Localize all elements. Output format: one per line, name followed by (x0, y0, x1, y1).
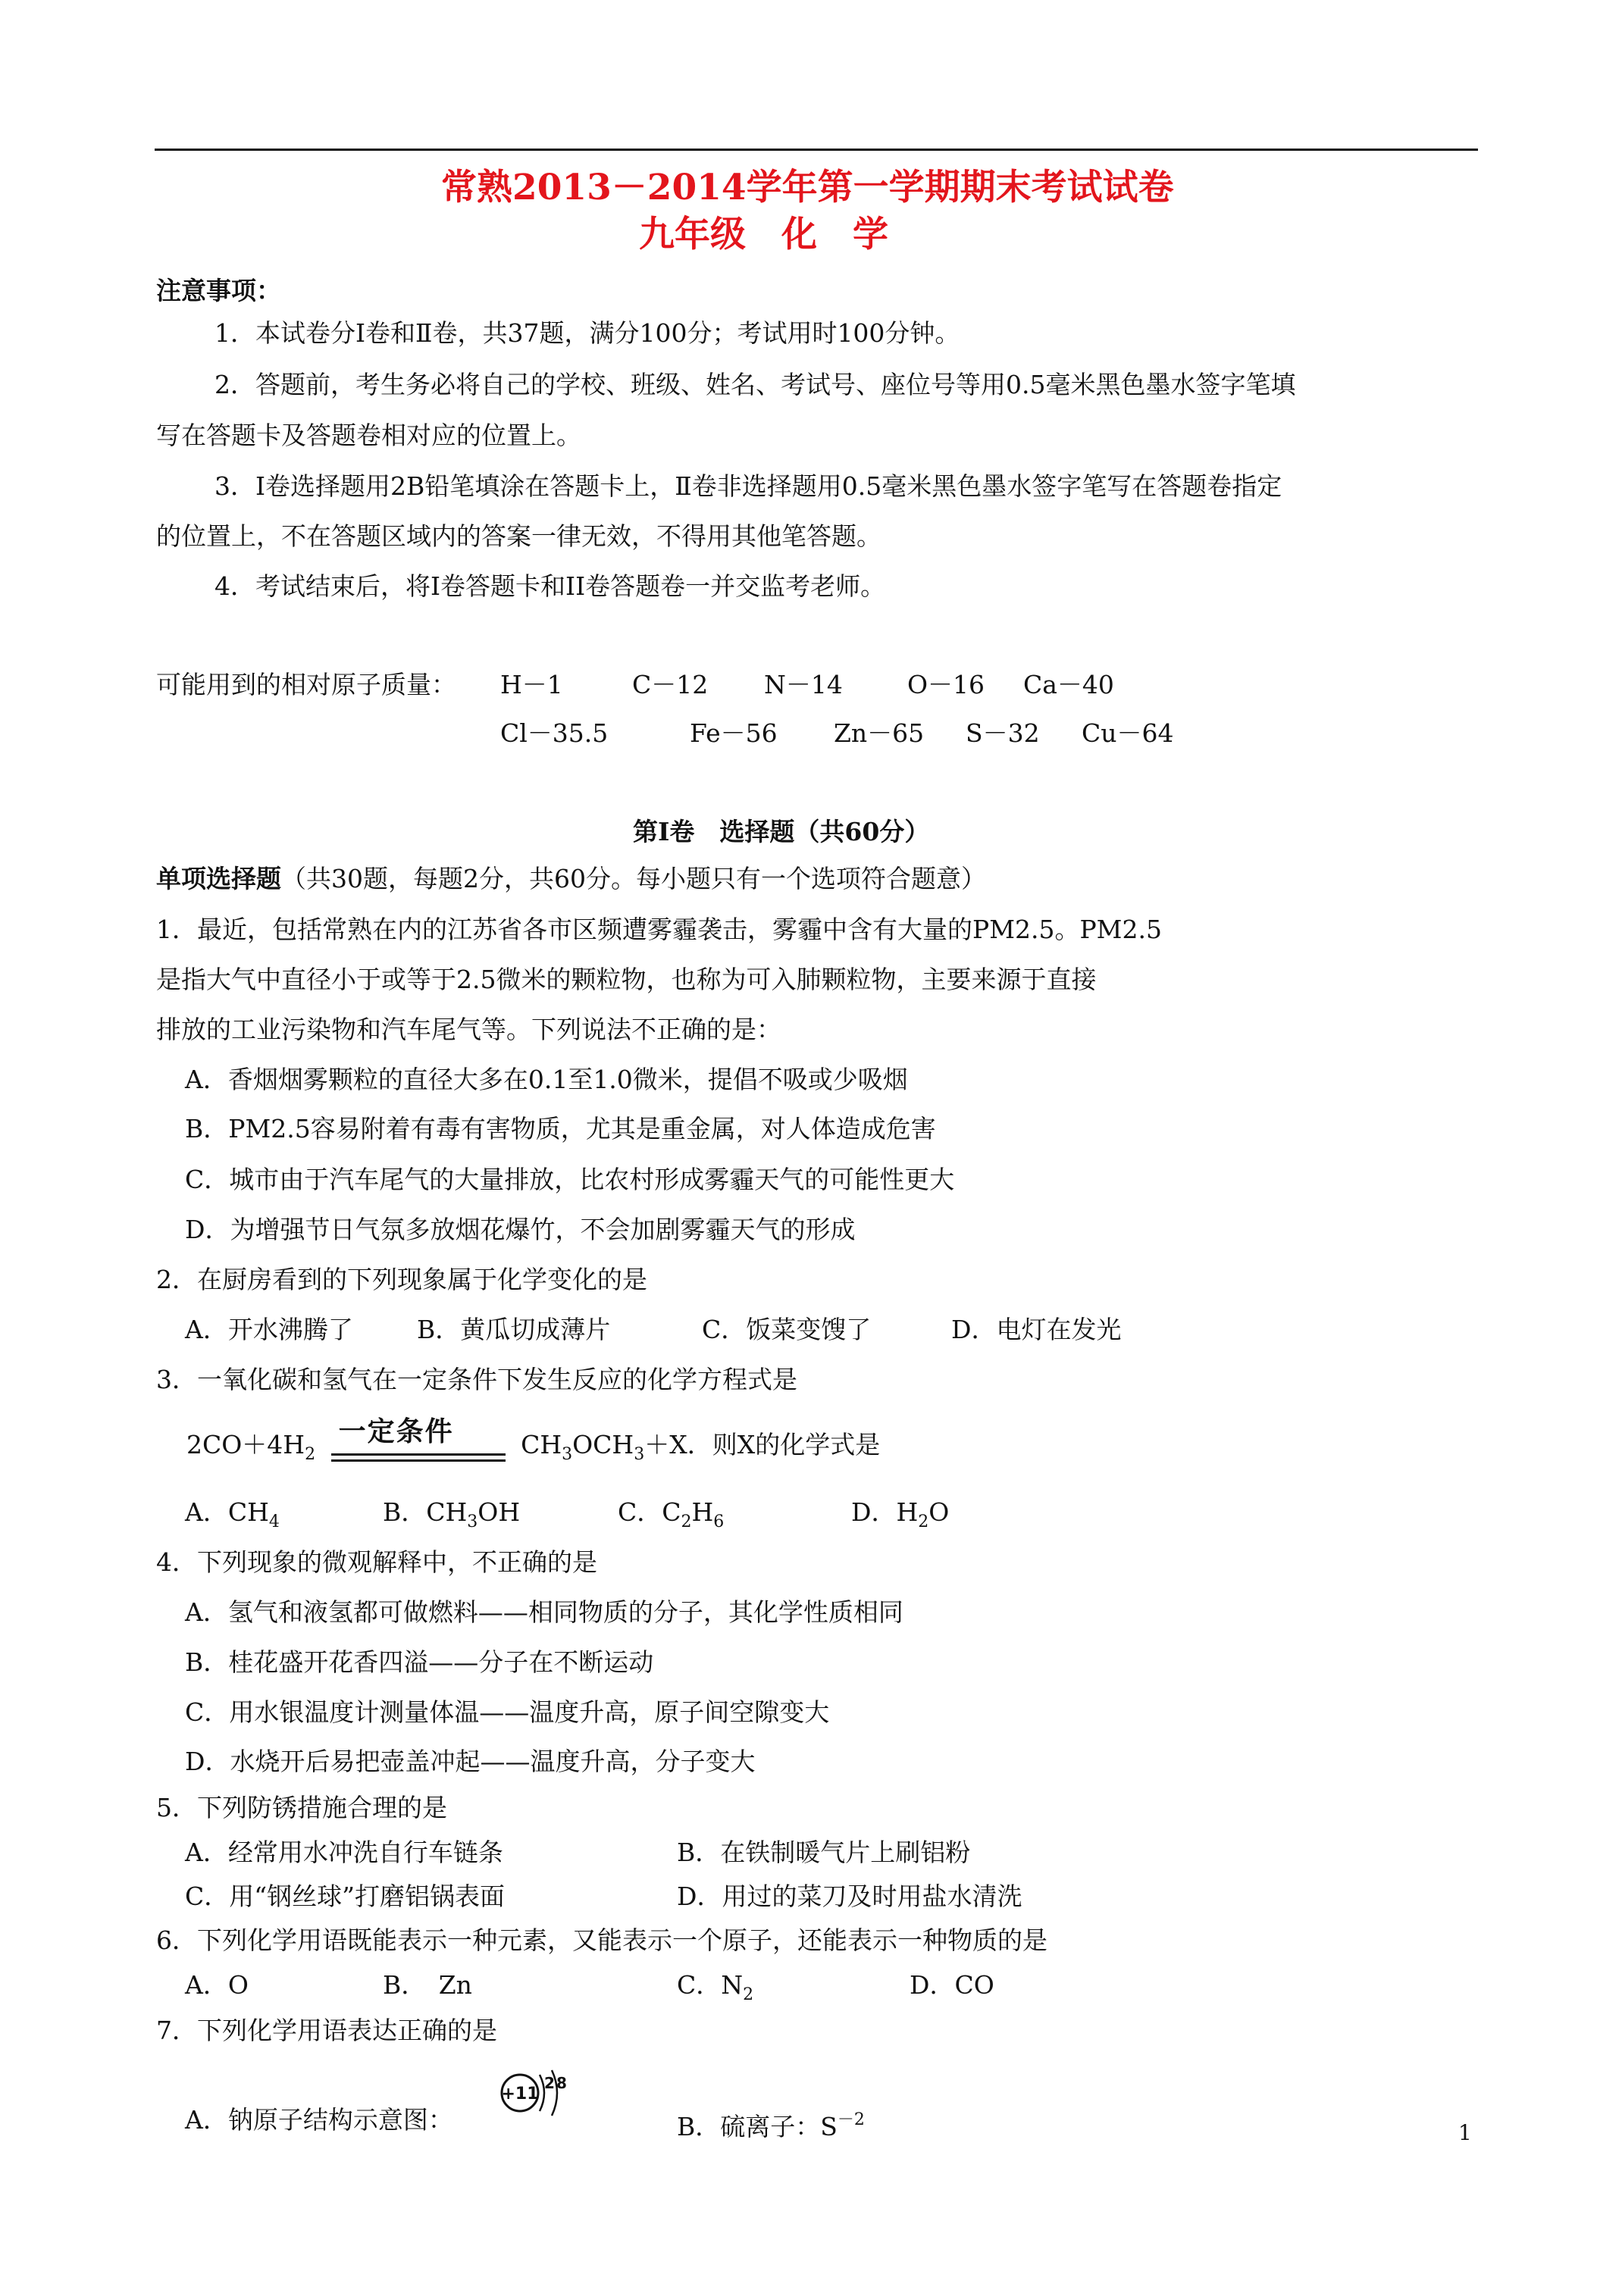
q4-stem: 4．下列现象的微观解释中，不正确的是 (156, 1547, 597, 1577)
equals-line-top (331, 1453, 506, 1456)
q7-option-b (677, 2105, 865, 2142)
page-number: 1 (1458, 2120, 1472, 2145)
eq-reactants: 2CO＋4H (186, 1430, 305, 1459)
option-sub: 6 (713, 1512, 725, 1531)
atomic-mass-zn: Zn－65 (834, 718, 925, 748)
option-sub: 2 (918, 1512, 929, 1531)
q6-option-d: D．CO (910, 1970, 994, 2000)
q5-option-b: B．在铁制暖气片上刷铝粉 (677, 1838, 971, 1867)
instruction-label: 单项选择题 (156, 864, 281, 893)
q7-stem: 7．下列化学用语表达正确的是 (156, 2016, 497, 2045)
q1-stem-line: 1．最近，包括常熟在内的江苏省各市区频遭雾霾袭击，雾霾中含有大量的PM2.5。PM2.5 (156, 915, 1162, 944)
q2-option-c: C．饭菜变馊了 (702, 1315, 872, 1344)
option-text: OH (478, 1497, 521, 1527)
option-text: C．N (677, 1970, 744, 2000)
eq-sub: 3 (634, 1445, 645, 1464)
atomic-mass-c: C－12 (632, 670, 709, 699)
q5-option-d: D．用过的菜刀及时用盐水清洗 (677, 1882, 1022, 1911)
top-rule (155, 149, 1478, 151)
q7-option-a: A．钠原子结构示意图： (185, 2105, 453, 2135)
electron-count-shell-2: 8 (556, 2074, 567, 2092)
eq-sub: 2 (305, 1445, 316, 1464)
equals-line-bottom (331, 1459, 506, 1462)
q1-option-d: D．为增强节日气氛多放烟花爆竹，不会加剧雾霾天气的形成 (185, 1215, 856, 1244)
nucleus-charge: +11 (501, 2085, 539, 2104)
q6-option-c (677, 1970, 753, 2010)
option-text: O (928, 1497, 950, 1527)
electron-count-shell-1: 2 (544, 2074, 555, 2092)
eq-product: OCH (572, 1430, 634, 1459)
instruction-text: （共30题，每题2分，共60分。每小题只有一个选项符合题意） (281, 864, 986, 893)
q3-option-c (618, 1497, 724, 1537)
q3-equation (186, 1416, 881, 1470)
q2-option-a: A．开水沸腾了 (185, 1315, 353, 1344)
q1-stem-line: 是指大气中直径小于或等于2.5微米的颗粒物，也称为可入肺颗粒物，主要来源于直接 (156, 965, 1097, 994)
q1-stem-line: 排放的工业污染物和汽车尾气等。下列说法不正确的是： (156, 1015, 781, 1044)
option-sub: 2 (681, 1512, 692, 1531)
q5-option-c: C．用“钢丝球”打磨铝锅表面 (185, 1882, 505, 1911)
exam-title: 常熟2013－2014学年第一学期期末考试试卷 (441, 167, 1174, 208)
option-text: B．硫离子：S (677, 2112, 838, 2141)
notice-item: 1．本试卷分Ⅰ卷和Ⅱ卷，共37题，满分100分；考试用时100分钟。 (214, 318, 960, 348)
q4-option-a: A．氢气和液氢都可做燃料——相同物质的分子，其化学性质相同 (185, 1597, 903, 1627)
q1-option-a: A．香烟烟雾颗粒的直径大多在0.1至1.0微米，提倡不吸或少吸烟 (185, 1065, 908, 1094)
atomic-mass-ca: Ca－40 (1023, 670, 1114, 699)
atomic-mass-n: N－14 (764, 670, 843, 699)
notice-item: 4．考试结束后，将Ⅰ卷答题卡和II卷答题卷一并交监考老师。 (214, 571, 886, 601)
sodium-atom-structure-diagram (491, 2063, 575, 2123)
notice-heading: 注意事项： (156, 276, 281, 305)
atomic-mass-h: H－1 (500, 670, 563, 699)
q5-stem: 5．下列防锈措施合理的是 (156, 1793, 447, 1822)
option-text: C．C (618, 1497, 681, 1527)
q4-option-b: B．桂花盛开花香四溢——分子在不断运动 (185, 1647, 654, 1677)
eq-question: ＋X．则X的化学式是 (644, 1430, 881, 1459)
q2-option-d: D．电灯在发光 (951, 1315, 1122, 1344)
q6-option-b: B． Zn (383, 1970, 472, 2000)
eq-product: CH (521, 1430, 562, 1459)
q1-option-b: B．PM2.5容易附着有毒有害物质，尤其是重金属，对人体造成危害 (185, 1114, 936, 1143)
notice-item: 写在答题卡及答题卷相对应的位置上。 (156, 421, 581, 450)
q3-option-d (851, 1497, 949, 1537)
notice-item: 的位置上，不在答题区域内的答案一律无效，不得用其他笔答题。 (156, 521, 881, 551)
condition-label: 一定条件 (338, 1416, 454, 1447)
q3-option-a (185, 1497, 280, 1537)
atomic-mass-label: 可能用到的相对原子质量： (156, 670, 456, 699)
q2-stem: 2．在厨房看到的下列现象属于化学变化的是 (156, 1265, 647, 1294)
atomic-mass-s: S－32 (966, 718, 1040, 748)
atomic-mass-fe: Fe－56 (690, 718, 778, 748)
option-sub: 4 (268, 1512, 280, 1531)
q1-option-c: C．城市由于汽车尾气的大量排放，比农村形成雾霾天气的可能性更大 (185, 1165, 955, 1194)
q4-option-c: C．用水银温度计测量体温——温度升高，原子间空隙变大 (185, 1697, 830, 1727)
eq-sub: 3 (562, 1445, 573, 1464)
section-title: 第Ⅰ卷 选择题（共60分） (633, 817, 930, 846)
option-sub: 2 (743, 1985, 754, 2004)
q6-stem: 6．下列化学用语既能表示一种元素，又能表示一个原子，还能表示一种物质的是 (156, 1925, 1047, 1955)
atomic-mass-cl: Cl－35.5 (500, 718, 609, 748)
q3-option-b (383, 1497, 520, 1537)
q5-option-a: A．经常用水冲洗自行车链条 (185, 1838, 503, 1867)
q2-option-b: B．黄瓜切成薄片 (417, 1315, 611, 1344)
q4-option-d: D．水烧开后易把壶盖冲起——温度升高，分子变大 (185, 1747, 756, 1776)
option-text: D．H (851, 1497, 919, 1527)
atomic-mass-cu: Cu－64 (1082, 718, 1174, 748)
reaction-condition (331, 1416, 506, 1464)
notice-item: 2．答题前，考生务必将自己的学校、班级、姓名、考试号、座位号等用0.5毫米黑色墨水签字笔填 (214, 370, 1296, 399)
notice-item: 3．Ⅰ卷选择题用2B铅笔填涂在答题卡上，Ⅱ卷非选择题用0.5毫米黑色墨水签字笔写在答题卷指定 (214, 471, 1282, 501)
q3-stem: 3．一氧化碳和氢气在一定条件下发生反应的化学方程式是 (156, 1365, 797, 1394)
option-text: H (691, 1497, 714, 1527)
exam-subtitle: 九年级 化 学 (639, 214, 888, 255)
atomic-mass-o: O－16 (907, 670, 985, 699)
option-text: B．CH (383, 1497, 468, 1527)
option-sub: 3 (467, 1512, 478, 1531)
option-sup: －2 (837, 2110, 865, 2129)
option-text: A．CH (185, 1497, 269, 1527)
q6-option-a: A．O (185, 1970, 249, 2000)
section-instruction (156, 864, 986, 894)
